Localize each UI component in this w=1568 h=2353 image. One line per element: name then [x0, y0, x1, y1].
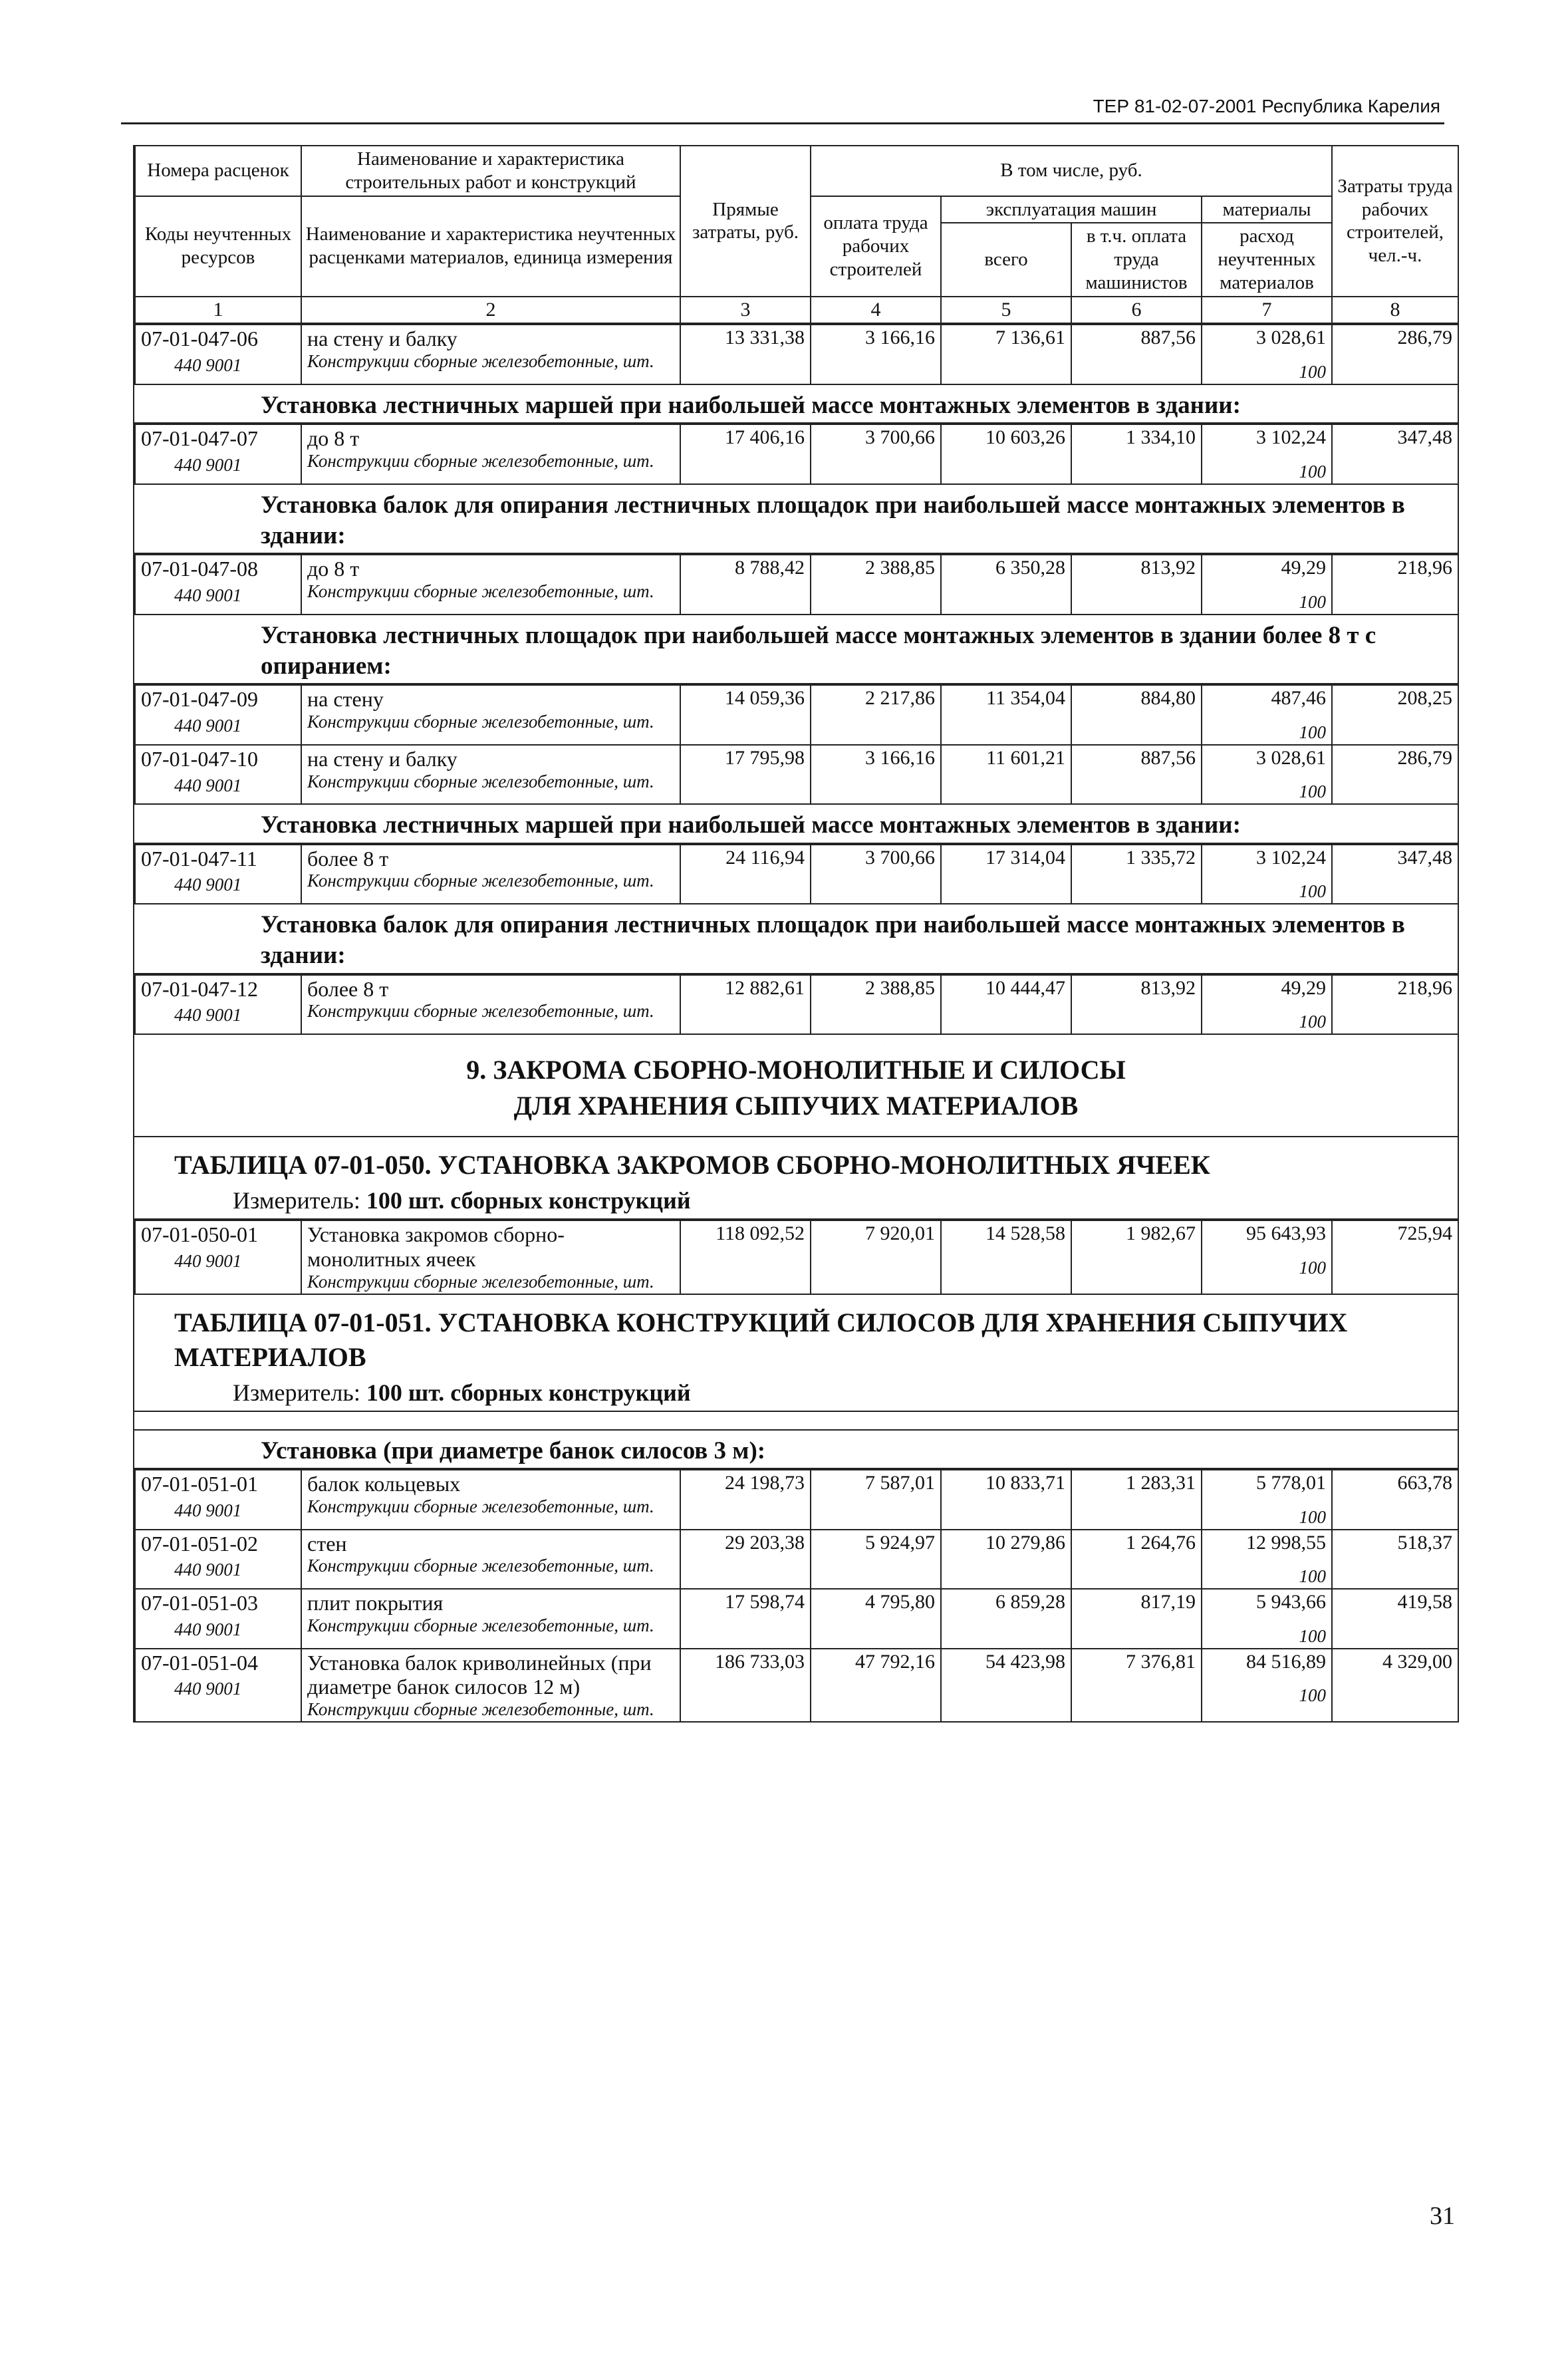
rate-code-cell [135, 325, 301, 384]
table-row [135, 685, 1458, 745]
machine-cost: 54 423,98 [941, 1649, 1071, 1723]
direct-cost: 186 733,03 [680, 1649, 811, 1723]
column-header-table [134, 145, 1459, 324]
rate-code: 07-01-050-01 [141, 1222, 258, 1247]
estimate-document [133, 145, 1459, 1723]
work-name: Установка балок криволинейных (при диаметре банок силосов 12 м) [307, 1650, 652, 1699]
machinist-wage: 817,19 [1071, 1589, 1202, 1649]
table-row [135, 1220, 1458, 1294]
rate-code-cell [135, 975, 301, 1035]
worker-wage: 3 700,66 [811, 845, 941, 904]
machine-cost: 10 603,26 [941, 424, 1071, 484]
rate-code-cell [135, 1649, 301, 1723]
section-title: Установка балок для опирания лестничных площадок при наибольшей массе монтажных элементов в здании: [134, 904, 1458, 974]
col-number: 2 [301, 297, 680, 324]
direct-cost: 118 092,52 [680, 1220, 811, 1294]
machinist-wage: 887,56 [1071, 325, 1202, 384]
chapter-title-line: ДЛЯ ХРАНЕНИЯ СЫПУЧИХ МАТЕРИАЛОВ [513, 1091, 1079, 1121]
labor-cost: 347,48 [1332, 845, 1458, 904]
table-row [135, 1530, 1458, 1590]
col-incl-header: В том числе, руб. [811, 146, 1332, 196]
labor-cost: 286,79 [1332, 745, 1458, 805]
machine-cost: 11 601,21 [941, 745, 1071, 805]
table-row [135, 1589, 1458, 1649]
material-quantity: 100 [1299, 1566, 1326, 1587]
work-name: на стену и балку [307, 746, 457, 771]
resource-code: 440 9001 [174, 1679, 242, 1699]
labor-cost: 208,25 [1332, 685, 1458, 745]
materials-cell [1202, 975, 1332, 1035]
labor-cost: 286,79 [1332, 325, 1458, 384]
materials-cell [1202, 555, 1332, 615]
work-name: более 8 т [307, 846, 389, 871]
machine-cost: 14 528,58 [941, 1220, 1071, 1294]
rate-code: 07-01-047-07 [141, 426, 258, 451]
worker-wage: 3 166,16 [811, 325, 941, 384]
material-quantity: 100 [1299, 722, 1326, 742]
col-materials-header: материалы [1202, 196, 1332, 223]
rate-code-cell [135, 555, 301, 615]
table-row [135, 325, 1458, 384]
rate-code-cell [135, 745, 301, 805]
col-direct-header: Прямые затраты, руб. [680, 146, 811, 297]
rate-code-cell [135, 1530, 301, 1590]
section-title: Установка лестничных площадок при наибольшей массе монтажных элементов в здании более 8 т с опиранием: [134, 615, 1458, 685]
resource-code: 440 9001 [174, 775, 242, 795]
rate-code-cell [135, 1220, 301, 1294]
labor-cost: 663,78 [1332, 1470, 1458, 1530]
table-row [135, 424, 1458, 484]
section-title: Установка балок для опирания лестничных площадок при наибольшей массе монтажных элементов в здании: [134, 485, 1458, 555]
materials-cell [1202, 424, 1332, 484]
col-resource-header: Коды неучтенных ресурсов [135, 196, 301, 297]
resource-code: 440 9001 [174, 1560, 242, 1580]
work-name: до 8 т [307, 426, 360, 451]
machine-cost: 10 833,71 [941, 1470, 1071, 1530]
rate-code: 07-01-047-06 [141, 327, 258, 351]
page-number: 31 [1430, 2202, 1455, 2230]
worker-wage: 5 924,97 [811, 1530, 941, 1590]
direct-cost: 24 198,73 [680, 1470, 811, 1530]
work-name-cell [301, 1530, 680, 1590]
document-reference: ТЕР 81-02-07-2001 Республика Карелия [1093, 96, 1440, 116]
work-name: плит покрытия [307, 1591, 444, 1615]
col-mat-unaccounted-header: расход неучтенных материалов [1202, 223, 1332, 296]
materials-cost: 5 778,01 [1256, 1472, 1326, 1494]
worker-wage: 3 166,16 [811, 745, 941, 805]
measure-value: 100 шт. сборных конструкций [366, 1379, 691, 1406]
materials-cost: 84 516,89 [1246, 1650, 1326, 1673]
rate-code: 07-01-051-01 [141, 1472, 258, 1496]
direct-cost: 24 116,94 [680, 845, 811, 904]
resource-code: 440 9001 [174, 1619, 242, 1639]
direct-cost: 17 795,98 [680, 745, 811, 805]
material-quantity: 100 [1299, 1625, 1326, 1646]
rate-code-cell [135, 424, 301, 484]
worker-wage: 4 795,80 [811, 1589, 941, 1649]
rate-code: 07-01-047-09 [141, 687, 258, 712]
rates-table [134, 974, 1459, 1036]
machinist-wage: 1 334,10 [1071, 424, 1202, 484]
rate-code: 07-01-051-03 [141, 1591, 258, 1615]
work-name: на стену и балку [307, 327, 457, 351]
material-name: Конструкции сборные железобетонные, шт. [307, 1271, 654, 1292]
materials-cost: 487,46 [1271, 687, 1326, 710]
labor-cost: 419,58 [1332, 1589, 1458, 1649]
chapter-title [134, 1035, 1458, 1137]
work-name-cell [301, 1649, 680, 1723]
direct-cost: 8 788,42 [680, 555, 811, 615]
direct-cost: 13 331,38 [680, 325, 811, 384]
rate-code: 07-01-047-10 [141, 746, 258, 771]
resource-code: 440 9001 [174, 715, 242, 736]
machinist-wage: 813,92 [1071, 975, 1202, 1035]
work-name-cell [301, 424, 680, 484]
materials-cost: 3 028,61 [1256, 327, 1326, 349]
labor-cost: 218,96 [1332, 555, 1458, 615]
material-name: Конструкции сборные железобетонные, шт. [307, 351, 654, 372]
measure-value: 100 шт. сборных конструкций [366, 1187, 691, 1214]
materials-cell [1202, 845, 1332, 904]
work-name: до 8 т [307, 557, 360, 581]
resource-code: 440 9001 [174, 1005, 242, 1026]
col-mach-wage-header: в т.ч. оплата труда машинистов [1071, 223, 1202, 296]
worker-wage: 7 920,01 [811, 1220, 941, 1294]
table-row [135, 975, 1458, 1035]
measure-unit [134, 1377, 1458, 1412]
chapter-title-line: 9. ЗАКРОМА СБОРНО-МОНОЛИТНЫЕ И СИЛОСЫ [466, 1055, 1126, 1085]
col-number: 1 [135, 297, 301, 324]
work-name-cell [301, 1470, 680, 1530]
labor-cost: 347,48 [1332, 424, 1458, 484]
col-number: 8 [1332, 297, 1458, 324]
table-title: ТАБЛИЦА 07-01-050. УСТАНОВКА ЗАКРОМОВ СБОРНО-МОНОЛИТНЫХ ЯЧЕЕК [174, 1150, 1210, 1180]
labor-cost: 725,94 [1332, 1220, 1458, 1294]
col-number: 3 [680, 297, 811, 324]
rate-code-cell [135, 685, 301, 745]
rate-code: 07-01-047-11 [141, 846, 257, 871]
materials-cost: 95 643,93 [1246, 1222, 1326, 1245]
work-name-cell [301, 1220, 680, 1294]
materials-cell [1202, 1470, 1332, 1530]
material-name: Конструкции сборные железобетонные, шт. [307, 771, 654, 791]
material-name: Конструкции сборные железобетонные, шт. [307, 1496, 654, 1516]
resource-code: 440 9001 [174, 1500, 242, 1520]
material-name: Конструкции сборные железобетонные, шт. [307, 1556, 654, 1576]
rate-code: 07-01-051-04 [141, 1650, 258, 1675]
machine-cost: 7 136,61 [941, 325, 1071, 384]
materials-cell [1202, 325, 1332, 384]
col-number: 6 [1071, 297, 1202, 324]
material-quantity: 100 [1299, 1506, 1326, 1527]
work-name: стен [307, 1531, 347, 1556]
materials-cell [1202, 1649, 1332, 1723]
materials-cost: 12 998,55 [1246, 1531, 1326, 1554]
rates-table [134, 424, 1459, 485]
material-name: Конструкции сборные железобетонные, шт. [307, 1699, 654, 1720]
rates-table [134, 1469, 1459, 1723]
col-labor-header: Затраты труда рабочих строителей, чел.-ч. [1332, 146, 1458, 297]
col-material-header: Наименование и характеристика неучтенных расценками материалов, единица измерения [301, 196, 680, 297]
section-title: Установка лестничных маршей при наибольшей массе монтажных элементов в здании: [134, 805, 1458, 843]
rate-code-cell [135, 1589, 301, 1649]
table-row [135, 745, 1458, 805]
col-number: 7 [1202, 297, 1332, 324]
col-wage-header: оплата труда рабочих строителей [811, 196, 941, 297]
material-quantity: 100 [1299, 781, 1326, 802]
material-quantity: 100 [1299, 361, 1326, 382]
work-name: Установка закромов сборно-монолитных ячеек [307, 1222, 565, 1271]
table-row [135, 1470, 1458, 1530]
machinist-wage: 1 283,31 [1071, 1470, 1202, 1530]
work-name-cell [301, 975, 680, 1035]
measure-label: Измеритель: [233, 1379, 360, 1406]
column-number-row [135, 297, 1458, 324]
page-header [121, 85, 1444, 124]
material-quantity: 100 [1299, 881, 1326, 902]
machinist-wage: 884,80 [1071, 685, 1202, 745]
machinist-wage: 1 335,72 [1071, 845, 1202, 904]
worker-wage: 47 792,16 [811, 1649, 941, 1723]
rates-table [134, 324, 1459, 385]
rates-table [134, 684, 1459, 805]
material-name: Конструкции сборные железобетонные, шт. [307, 1615, 654, 1635]
col-code-header: Номера расценок [135, 146, 301, 196]
machinist-wage: 1 264,76 [1071, 1530, 1202, 1590]
direct-cost: 17 406,16 [680, 424, 811, 484]
work-name-cell [301, 745, 680, 805]
machinist-wage: 813,92 [1071, 555, 1202, 615]
material-quantity: 100 [1299, 591, 1326, 612]
materials-cell [1202, 745, 1332, 805]
rate-code: 07-01-047-08 [141, 557, 258, 581]
machine-cost: 10 444,47 [941, 975, 1071, 1035]
materials-cost: 3 028,61 [1256, 746, 1326, 769]
materials-cell [1202, 1530, 1332, 1590]
work-name: балок кольцевых [307, 1472, 461, 1496]
material-name: Конструкции сборные железобетонные, шт. [307, 871, 654, 891]
materials-cost: 3 102,24 [1256, 846, 1326, 869]
rates-table [134, 1220, 1459, 1295]
rates-table [134, 844, 1459, 905]
worker-wage: 3 700,66 [811, 424, 941, 484]
materials-cost: 49,29 [1281, 557, 1326, 579]
rate-code: 07-01-051-02 [141, 1531, 258, 1556]
machine-cost: 17 314,04 [941, 845, 1071, 904]
table-title: ТАБЛИЦА 07-01-051. УСТАНОВКА КОНСТРУКЦИЙ СИЛОСОВ ДЛЯ ХРАНЕНИЯ СЫПУЧИХ МАТЕРИАЛОВ [174, 1307, 1348, 1372]
machinist-wage: 1 982,67 [1071, 1220, 1202, 1294]
materials-cell [1202, 1220, 1332, 1294]
spacer-row [134, 1412, 1458, 1431]
measure-unit [134, 1185, 1458, 1220]
work-name-cell [301, 555, 680, 615]
col-name-header: Наименование и характеристика строительных работ и конструкций [301, 146, 680, 196]
col-number: 5 [941, 297, 1071, 324]
rate-code-cell [135, 845, 301, 904]
materials-cost: 5 943,66 [1256, 1591, 1326, 1613]
resource-code: 440 9001 [174, 454, 242, 475]
worker-wage: 7 587,01 [811, 1470, 941, 1530]
labor-cost: 4 329,00 [1332, 1649, 1458, 1723]
resource-code: 440 9001 [174, 1250, 242, 1271]
direct-cost: 12 882,61 [680, 975, 811, 1035]
work-name: более 8 т [307, 976, 389, 1001]
machine-cost: 6 859,28 [941, 1589, 1071, 1649]
worker-wage: 2 388,85 [811, 975, 941, 1035]
work-name-cell [301, 685, 680, 745]
section-title: Установка лестничных маршей при наибольшей массе монтажных элементов в здании: [134, 385, 1458, 424]
resource-code: 440 9001 [174, 585, 242, 605]
machine-cost: 11 354,04 [941, 685, 1071, 745]
resource-code: 440 9001 [174, 875, 242, 895]
material-name: Конструкции сборные железобетонные, шт. [307, 581, 654, 601]
rates-table [134, 554, 1459, 615]
col-number: 4 [811, 297, 941, 324]
material-quantity: 100 [1299, 461, 1326, 482]
machine-cost: 10 279,86 [941, 1530, 1071, 1590]
col-mach-total-header: всего [941, 223, 1071, 296]
material-name: Конструкции сборные железобетонные, шт. [307, 1001, 654, 1022]
section-title: Установка (при диаметре банок силосов 3 м): [134, 1431, 1458, 1469]
materials-cost: 49,29 [1281, 976, 1326, 999]
materials-cost: 3 102,24 [1256, 426, 1326, 449]
col-machines-header: эксплуатация машин [941, 196, 1202, 223]
machinist-wage: 887,56 [1071, 745, 1202, 805]
direct-cost: 29 203,38 [680, 1530, 811, 1590]
machine-cost: 6 350,28 [941, 555, 1071, 615]
work-name-cell [301, 1589, 680, 1649]
worker-wage: 2 217,86 [811, 685, 941, 745]
material-quantity: 100 [1299, 1685, 1326, 1706]
direct-cost: 17 598,74 [680, 1589, 811, 1649]
labor-cost: 218,96 [1332, 975, 1458, 1035]
rate-code: 07-01-047-12 [141, 976, 258, 1001]
work-name-cell [301, 845, 680, 904]
materials-cell [1202, 1589, 1332, 1649]
worker-wage: 2 388,85 [811, 555, 941, 615]
resource-code: 440 9001 [174, 355, 242, 376]
work-name: на стену [307, 687, 384, 712]
rate-code-cell [135, 1470, 301, 1530]
material-name: Конструкции сборные железобетонные, шт. [307, 711, 654, 732]
material-quantity: 100 [1299, 1257, 1326, 1278]
machinist-wage: 7 376,81 [1071, 1649, 1202, 1723]
measure-label: Измеритель: [233, 1187, 360, 1214]
direct-cost: 14 059,36 [680, 685, 811, 745]
work-name-cell [301, 325, 680, 384]
materials-cell [1202, 685, 1332, 745]
table-row [135, 845, 1458, 904]
labor-cost: 518,37 [1332, 1530, 1458, 1590]
material-name: Конструкции сборные железобетонные, шт. [307, 450, 654, 471]
material-quantity: 100 [1299, 1012, 1326, 1032]
table-row [135, 555, 1458, 615]
table-row [135, 1649, 1458, 1723]
